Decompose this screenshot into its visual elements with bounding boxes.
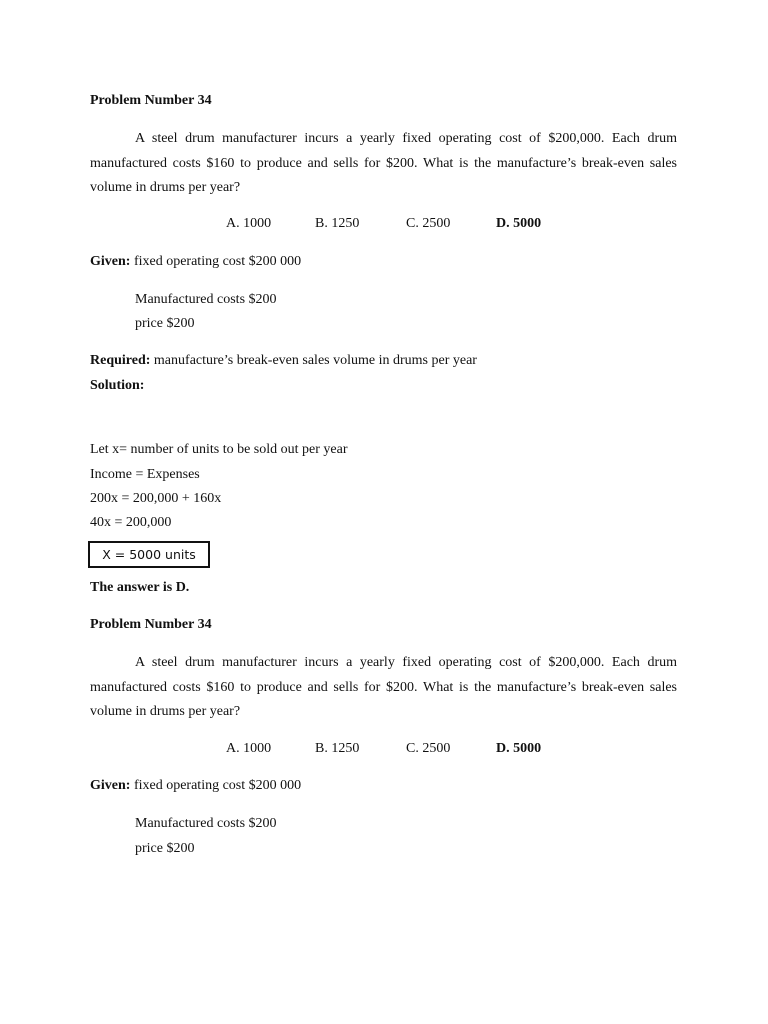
problem-statement: A steel drum manufacturer incurs a yearly fixed operating cost of $200,000. Each drum manufactured costs $160 to produce and sells for $200. What is the manufacture’s break-even sales volume in drums per year? [90,131,677,195]
answer-statement: The answer is D. [90,580,190,595]
solution-line: 200x = 200,000 + 160x [90,491,222,506]
problem-heading: Problem Number 34 [90,93,212,108]
problem-heading: Problem Number 34 [90,617,212,632]
given-item: price $200 [135,316,195,331]
choice-a: A. 1000 [226,741,272,756]
given-line [90,254,301,270]
solution-line: 40x = 200,000 [90,515,172,530]
problem-statement: A steel drum manufacturer incurs a yearly fixed operating cost of $200,000. Each drum manufactured costs $160 to produce and sells for $200. What is the manufacture’s break-even sales volume in drums per year? [90,655,677,719]
answer-box: X = 5000 units [88,541,210,568]
given-item: Manufactured costs $200 [135,816,277,831]
given-text: fixed operating cost $200 000 [130,778,302,793]
answer-choices [0,216,768,234]
choice-c: C. 2500 [406,216,451,231]
given-text: fixed operating cost $200 000 [130,254,302,269]
choice-b: B. 1250 [315,741,360,756]
required-label: Required: [90,353,151,368]
given-label: Given: [90,778,131,793]
solution-label: Solution: [90,378,145,393]
given-item: price $200 [135,841,195,856]
choice-d: D. 5000 [496,216,542,231]
solution-line: Income = Expenses [90,467,200,482]
choice-b: B. 1250 [315,216,360,231]
choice-a: A. 1000 [226,216,272,231]
given-line [90,778,301,794]
given-item: Manufactured costs $200 [135,292,277,307]
required-line [90,353,477,369]
answer-choices [0,741,768,759]
given-label: Given: [90,254,131,269]
choice-c: C. 2500 [406,741,451,756]
solution-line: Let x= number of units to be sold out per year [90,442,348,457]
required-text: manufacture’s break-even sales volume in drums per year [150,353,477,368]
choice-d: D. 5000 [496,741,542,756]
